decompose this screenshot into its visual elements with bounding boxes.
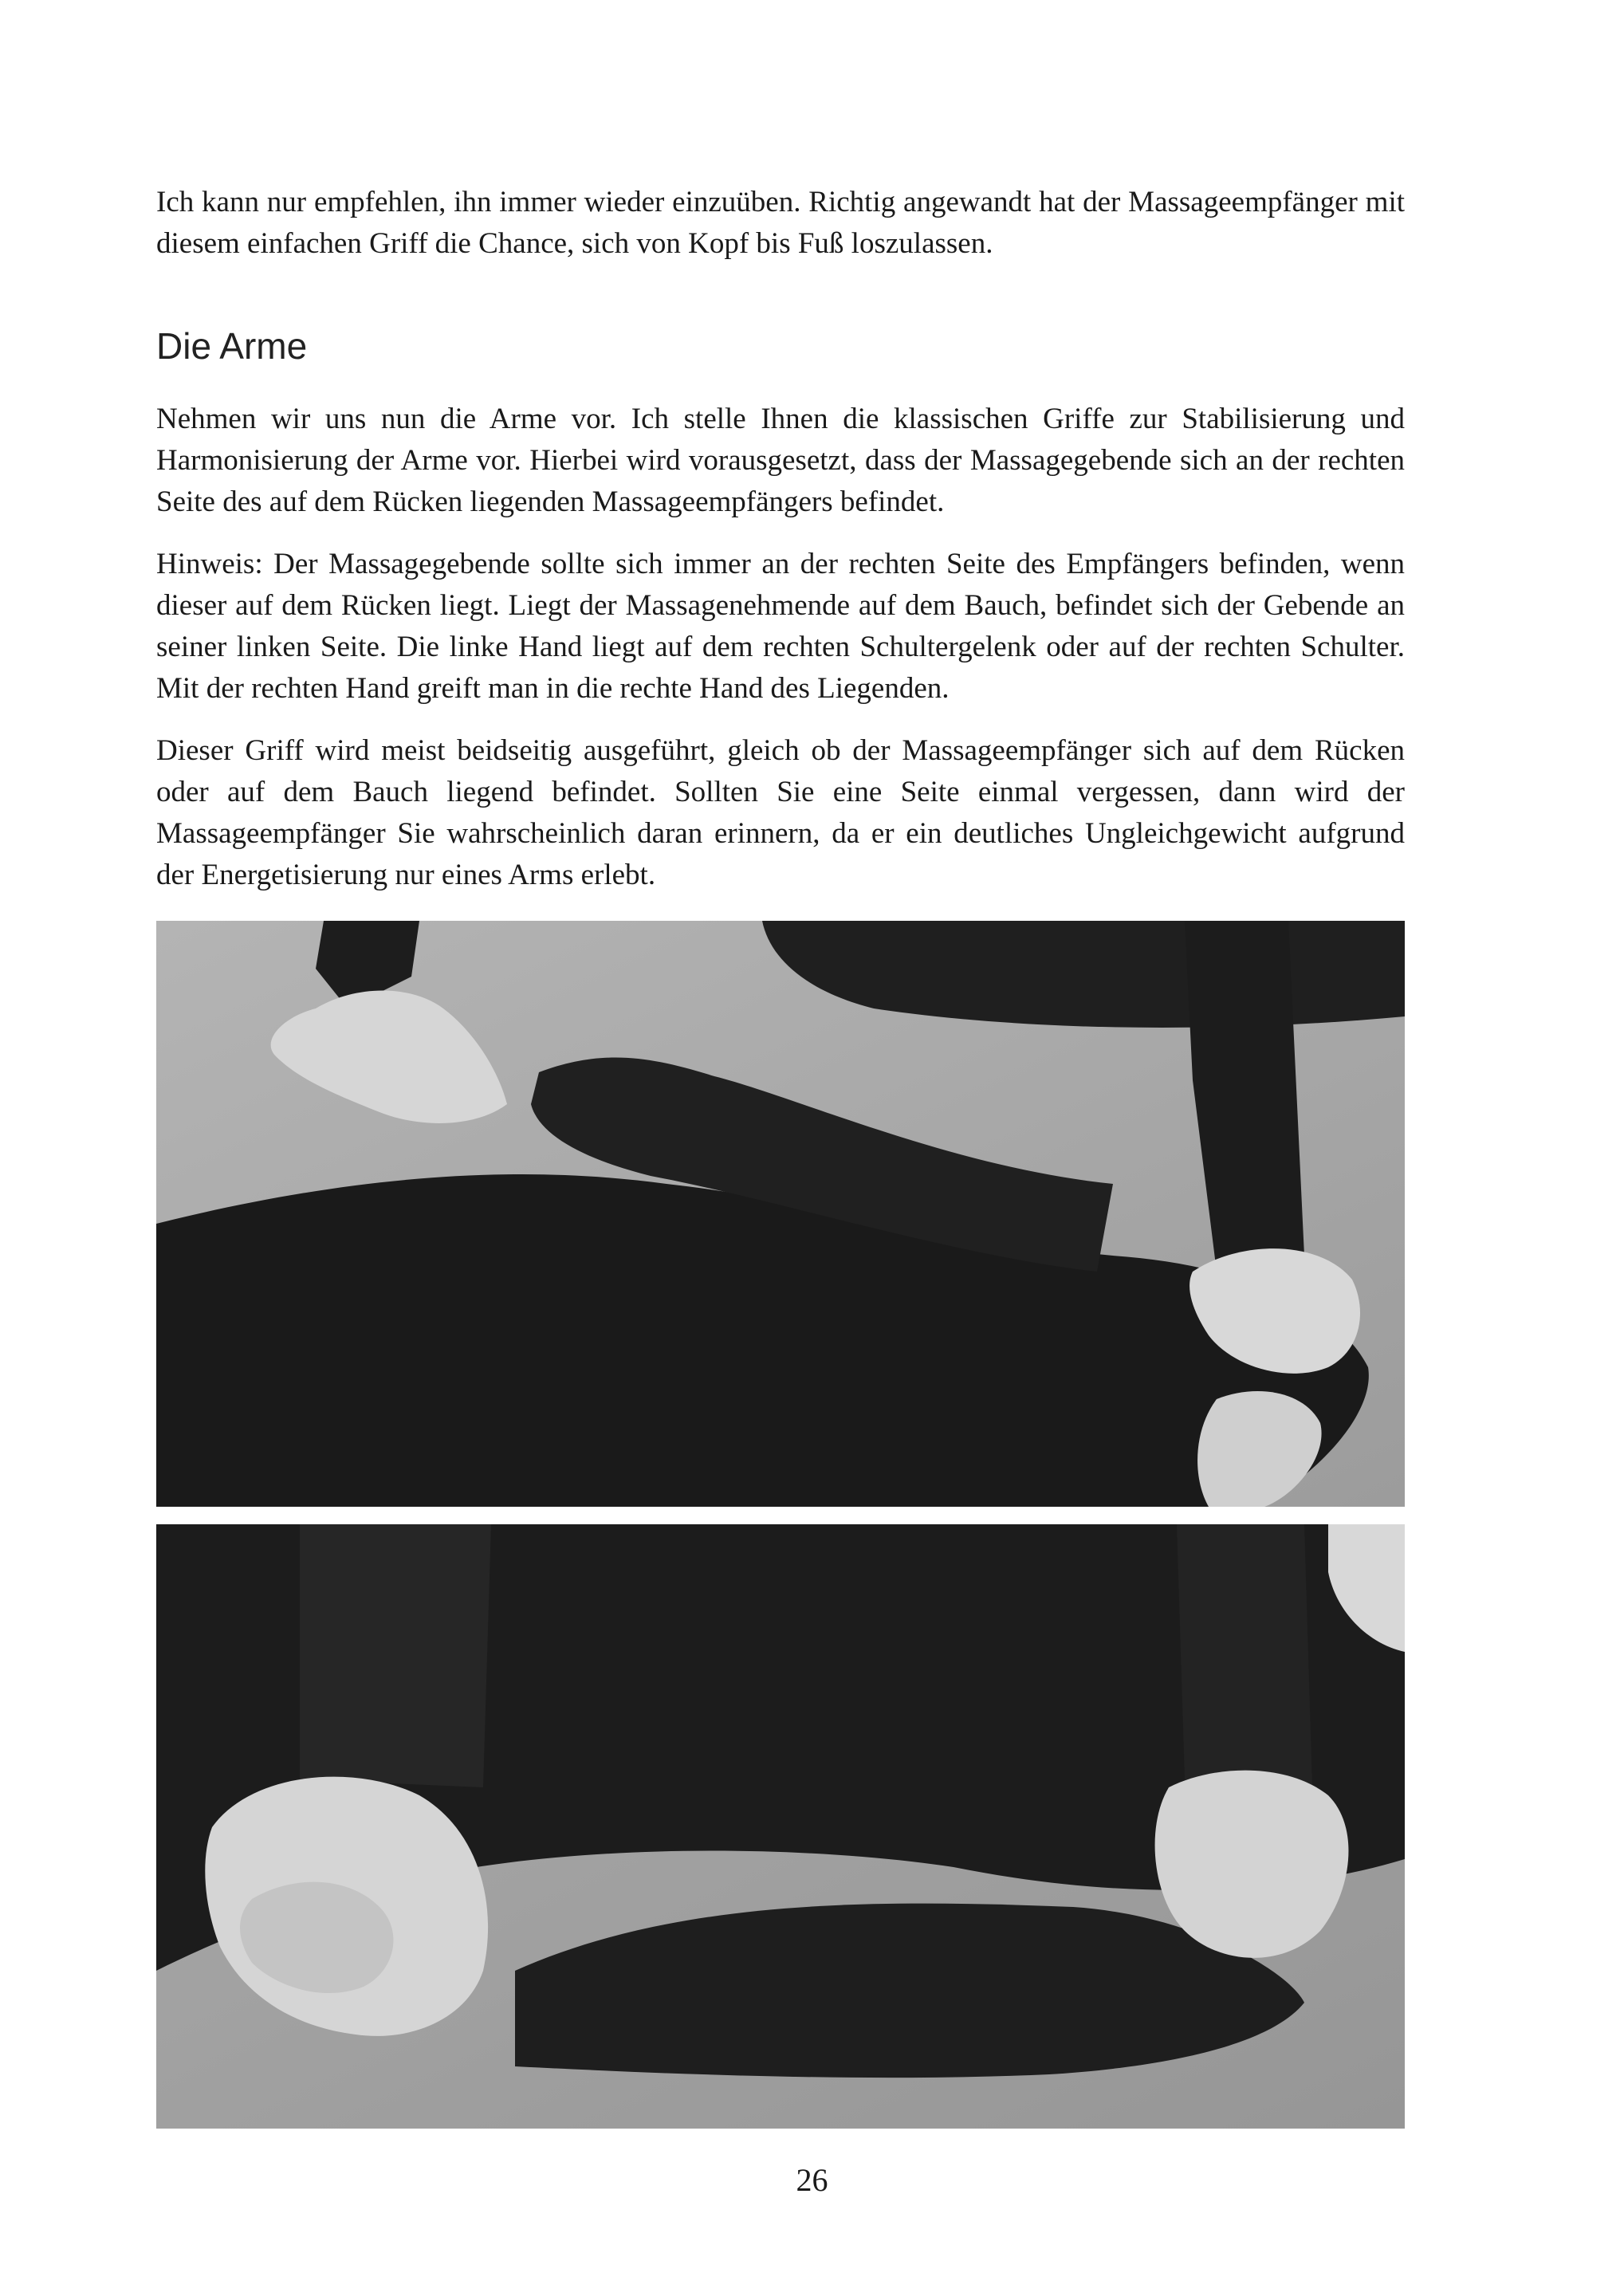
- photo-arm-grip-top: [156, 921, 1405, 1507]
- photo-arm-grip-top-graphic: [156, 921, 1405, 1507]
- paragraph-arms-intro: Nehmen wir uns nun die Arme vor. Ich stelle Ihnen die klassischen Griffe zur Stabilisierung und Harmonisierung der Arme vor. Hierbei wird vorausgesetzt, dass der Massagegebende sich an der rechten Seite des auf dem Rücken liegenden Massageempfängers befindet.: [156, 403, 1405, 518]
- photo-arm-grip-hands-graphic: [156, 1524, 1405, 2129]
- section-heading: Die Arme: [156, 325, 308, 367]
- paragraph-intro: Ich kann nur empfehlen, ihn immer wieder einzuüben. Richtig angewandt hat der Massageempfänger mit diesem einfachen Griff die Chance, sich von Kopf bis Fuß loszulassen.: [156, 186, 1405, 260]
- paragraph-both-sides: Dieser Griff wird meist beidseitig ausgeführt, gleich ob der Massageempfänger sich auf dem Rücken oder auf dem Bauch liegend befindet. Sollten Sie eine Seite einmal vergessen, dann wird der Massageempfänger Sie wahrscheinlich daran erinnern, da er ein deutliches Ungleichgewicht aufgrund der Energetisierung nur eines Arms erlebt.: [156, 734, 1405, 891]
- photo-arm-grip-hands: [156, 1524, 1405, 2129]
- paragraph-hint: Hinweis: Der Massagegebende sollte sich immer an der rechten Seite des Empfängers befinden, wenn dieser auf dem Rücken liegt. Liegt der Massagenehmende auf dem Bauch, befindet sich der Gebende an seiner linken Seite. Die linke Hand liegt auf dem rechten Schultergelenk oder auf der rechten Schulter. Mit der rechten Hand greift man in die rechte Hand des Liegenden.: [156, 548, 1405, 705]
- page-number: 26: [796, 2162, 828, 2198]
